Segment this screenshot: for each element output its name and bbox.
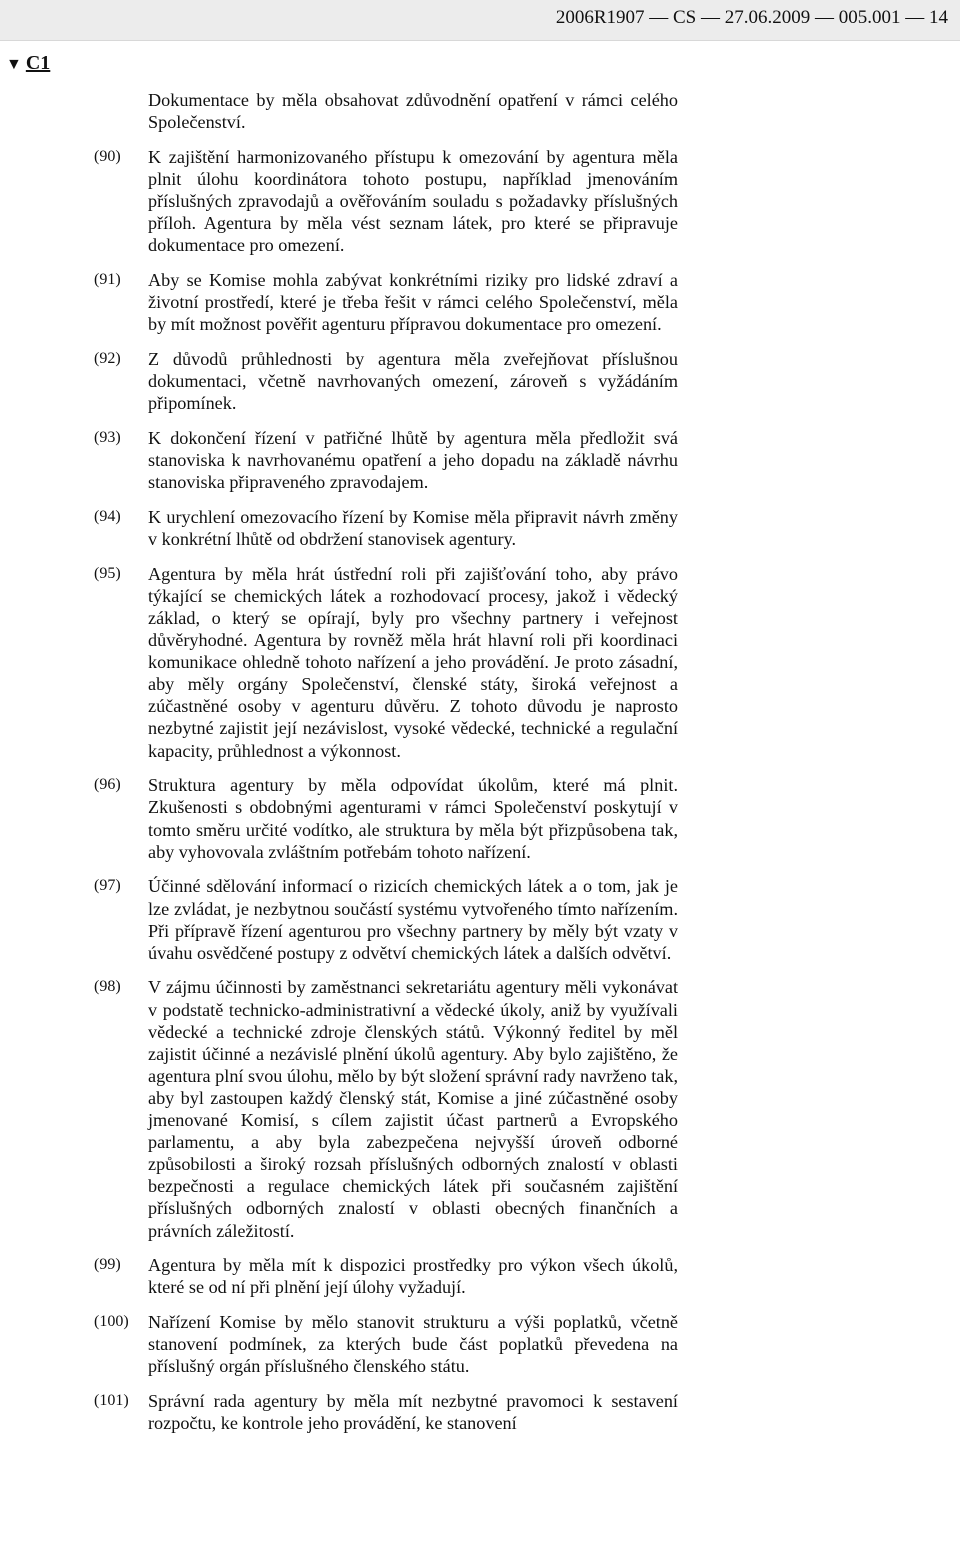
recital-text: Správní rada agentury by měla mít nezbytné pravomoci k sestavení rozpočtu, ke kontrole jeho provádění, ke stanovení bbox=[148, 1391, 678, 1434]
recital-number: (92) bbox=[94, 350, 121, 367]
recital-90 bbox=[0, 146, 960, 256]
recital-number: (91) bbox=[94, 271, 121, 289]
amendment-marker bbox=[6, 51, 50, 77]
down-triangle-icon: ▼ bbox=[6, 56, 22, 73]
recital-number: (97) bbox=[94, 877, 121, 895]
recital-text: Agentura by měla mít k dispozici prostředky pro výkon všech úkolů, které se od ní při plnění její úlohy vyžadují. bbox=[148, 1255, 678, 1298]
document-reference: 2006R1907 — CS — 27.06.2009 — 005.001 — 14 bbox=[555, 7, 948, 28]
recital-text: K urychlení omezovacího řízení by Komise měla připravit návrh změny v konkrétní lhůtě od obdržení stanovisek agentury. bbox=[148, 506, 678, 550]
recital-93 bbox=[0, 427, 960, 493]
recital-number: (90) bbox=[94, 147, 121, 165]
recital-number: (95) bbox=[94, 564, 121, 582]
recital-number: (94) bbox=[94, 507, 121, 525]
recital-text: Aby se Komise mohla zabývat konkrétními riziky pro lidské zdraví a životní prostředí, které je třeba řešit v rámci celého Společenství, měla by mít možnost pověřit agenturu přípravou dokumentace pro omezení. bbox=[148, 270, 678, 335]
recital-text: K zajištění harmonizovaného přístupu k omezování by agentura měla plnit úlohu koordinátora tohoto postupu, například jmenováním příslušných zpravodajů a ověřováním souladu s požadavky příslušných příloh. Agentura by měla vést seznam látek, pro které se připravuje dokumentace pro omezení. bbox=[148, 146, 678, 256]
recital-text: V zájmu účinnosti by zaměstnanci sekretariátu agentury měli vykonávat v podstatě technicko-administrativní a vědecké úkoly, aniž by využívali vědecké a technické zdroje členských států. Výkonný ředitel by měl zajistit účinné a nezávislé plnění úkolů agentury. Aby bylo zajištěno, že agentura plní svou úlohu, mělo by být složení správní rady navrženo tak, aby byl zastoupen každý členský stát, Komise a jiné zúčastněné osoby jmenované Komisí, s cílem zajistit účast partnerů a Evropského parlamentu, a aby byla zabezpečena nejvyšší úroveň odborné způsobilosti a široký rozsah příslušných odborných znalostí v oblasti bezpečnosti a regulace chemických látek při současném zajištění příslušných odborných znalostí v oblasti obecných finančních a právních záležitostí. bbox=[148, 977, 678, 1241]
recital-94 bbox=[0, 506, 960, 550]
recital-number: (101) bbox=[94, 1392, 129, 1410]
recital-99 bbox=[0, 1254, 960, 1298]
recital-96 bbox=[0, 774, 960, 862]
recital-text: Dokumentace by měla obsahovat zdůvodnění opatření v rámci celého Společenství. bbox=[148, 90, 678, 133]
recital-101 bbox=[0, 1390, 960, 1434]
amendment-code: C1 bbox=[25, 52, 51, 74]
recital-number: (100) bbox=[94, 1313, 129, 1331]
recital-number: (99) bbox=[94, 1256, 121, 1274]
recital-100 bbox=[0, 1311, 960, 1377]
recital-text: Agentura by měla hrát ústřední roli při zajišťování toho, aby právo týkající se chemických látek a rozhodovací procesy, jakož i vědecký základ, o který se opírají, byly pro všechny partnery i veřejnost důvěryhodné. Agentura by rovněž měla hrát hlavní roli při koordinaci komunikace ohledně tohoto nařízení a jeho provádění. Je proto zásadní, aby měly orgány Společenství, členské státy, široká veřejnost a zúčastněné osoby v agenturu důvěru. Z tohoto důvodu je naprosto nezbytné zajistit její nezávislost, vysoké vědecké, technické a regulační kapacity, průhlednost a výkonnost. bbox=[148, 563, 678, 761]
recital-text: Z důvodů průhlednosti by agentura měla zveřejňovat příslušnou dokumentaci, včetně navrhovaných omezení, zároveň s vyžádáním připomínek. bbox=[148, 349, 678, 414]
recital-number: (98) bbox=[94, 978, 121, 996]
recital-97 bbox=[0, 875, 960, 963]
recital-92 bbox=[0, 348, 960, 414]
recital-number: (96) bbox=[94, 776, 121, 794]
recital-text: K dokončení řízení v patřičné lhůtě by agentura měla předložit svá stanoviska k navrhovanému opatření a jeho dopadu na základě návrhu stanoviska připraveného zpravodajem. bbox=[148, 427, 678, 493]
recital-text: Účinné sdělování informací o rizicích chemických látek a o tom, jak je lze zvládat, je nezbytnou součástí systému vytvořeného tímto nařízením. Při přípravě řízení agenturou pro všechny partnery by měly být vzaty v úvahu osvědčené postupy z odvětví chemických látek a dalších odvětví. bbox=[148, 876, 678, 963]
recital-98 bbox=[0, 976, 960, 1241]
page-header bbox=[0, 0, 960, 41]
recitals-list bbox=[0, 89, 960, 1447]
recital-text: Nařízení Komise by mělo stanovit strukturu a výši poplatků, včetně stanovení podmínek, za kterých bude část poplatků převedena na příslušný orgán příslušného členského státu. bbox=[148, 1312, 678, 1377]
recital-number: (93) bbox=[94, 428, 121, 446]
recital-95 bbox=[0, 563, 960, 762]
recital-text: Struktura agentury by měla odpovídat úkolům, které má plnit. Zkušenosti s obdobnými agenturami v rámci Společenství poskytují v tomto směru určité vodítko, ale struktura by měla být přizpůsobena tak, aby vyhovovala zvláštním potřebám tohoto nařízení. bbox=[148, 775, 678, 862]
recital-91 bbox=[0, 269, 960, 335]
recital-continuation bbox=[0, 89, 960, 133]
